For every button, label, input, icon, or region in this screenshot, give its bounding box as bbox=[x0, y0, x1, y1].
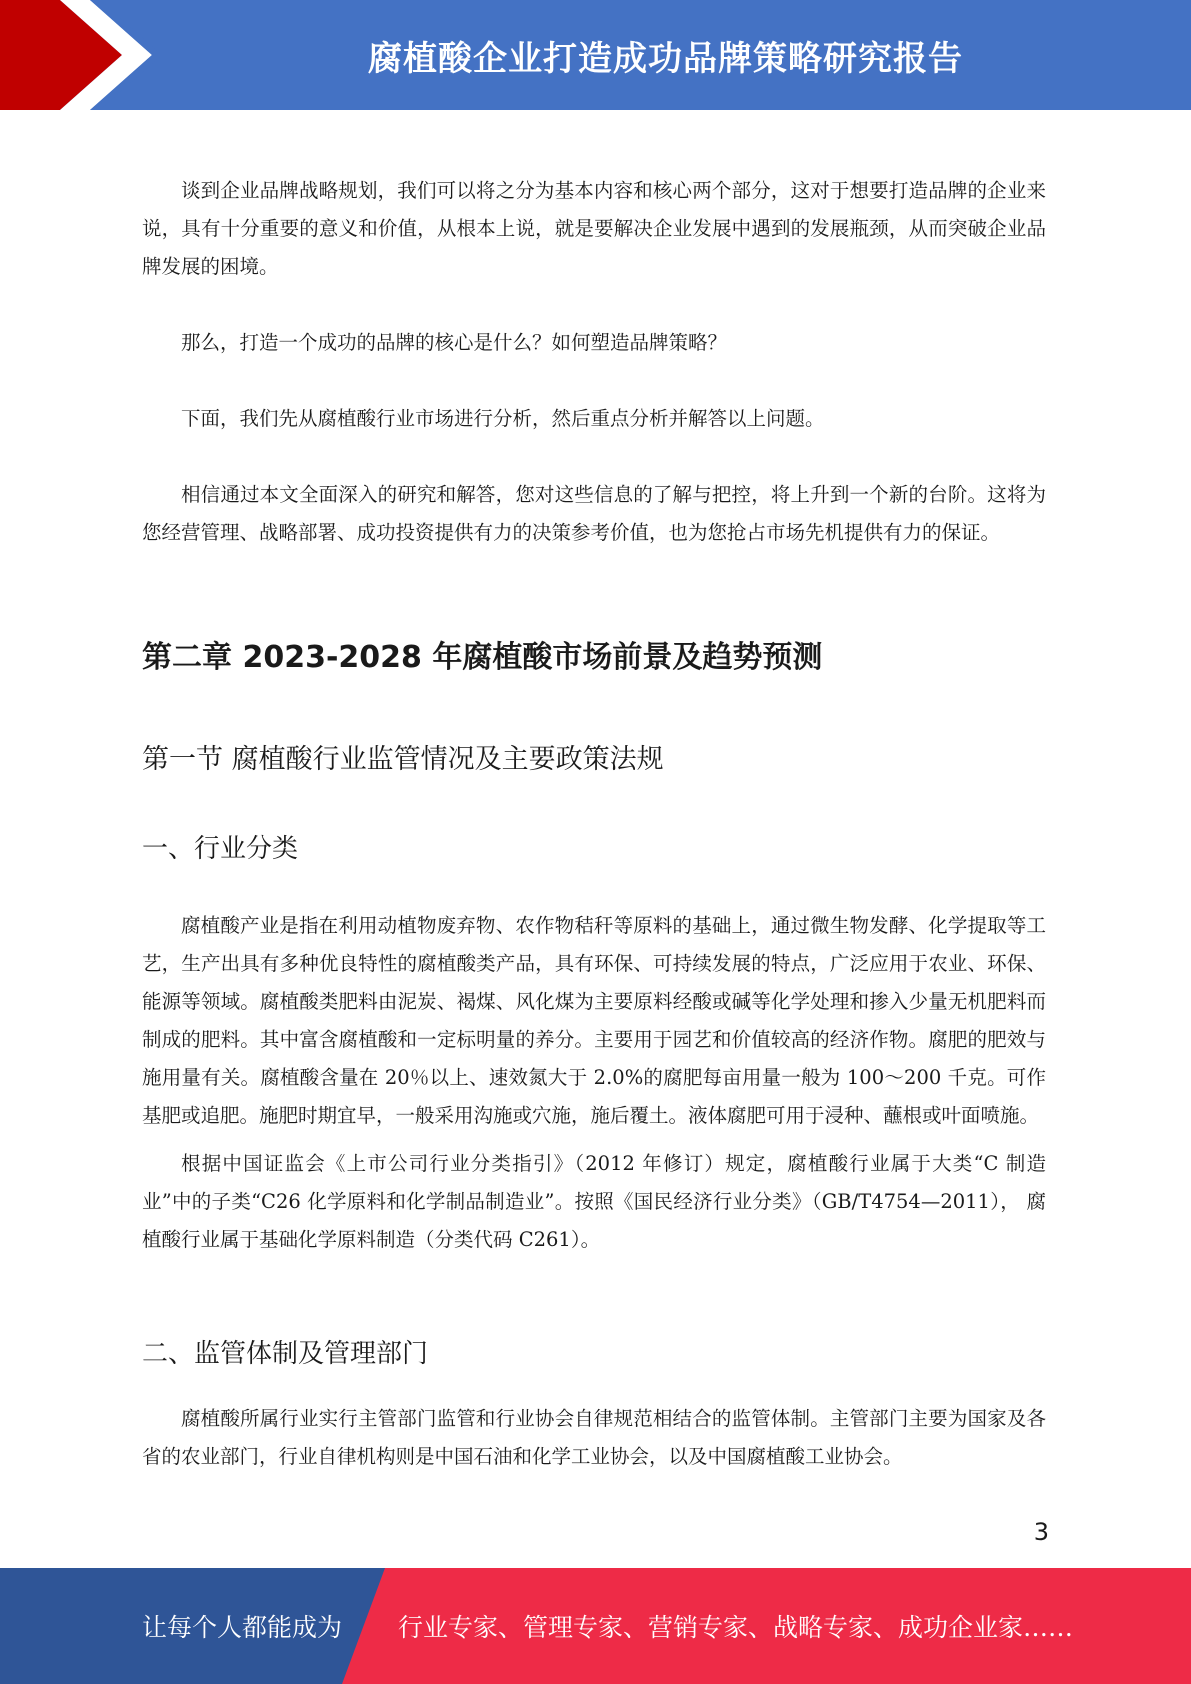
subsection-title-1: 一、行业分类 bbox=[142, 834, 299, 864]
regulation-block bbox=[142, 1400, 1046, 1476]
page-number: 3 bbox=[1033, 1518, 1049, 1546]
classification-paragraph-1: 腐植酸产业是指在利用动植物废弃物、农作物秸秆等原料的基础上，通过微生物发酵、化学提取等工艺，生产出具有多种优良特性的腐植酸类产品，具有环保、可持续发展的特点，广泛应用于农业、环保、能源等领域。腐植酸类肥料由泥炭、褐煤、风化煤为主要原料经酸或碱等化学处理和掺入少量无机肥料而制成的肥料。其中富含腐植酸和一定标明量的养分。主要用于园艺和价值较高的经济作物。腐肥的肥效与施用量有关。腐植酸含量在 20％以上、速效氮大于 2.0%的腐肥每亩用量一般为 100～200 千克。可作基肥或追肥。施肥时期宜早，一般采用沟施或穴施，施后覆土。液体腐肥可用于浸种、蘸根或叶面喷施。 bbox=[142, 914, 1046, 1127]
industry-classification-block bbox=[142, 907, 1046, 1259]
intro-paragraph-2: 那么，打造一个成功的品牌的核心是什么？如何塑造品牌策略？ bbox=[181, 331, 728, 354]
chapter-title: 第二章 2023-2028 年腐植酸市场前景及趋势预测 bbox=[142, 640, 823, 675]
intro-block bbox=[142, 172, 1046, 552]
intro-paragraph-4: 相信通过本文全面深入的研究和解答，您对这些信息的了解与把控，将上升到一个新的台阶。这将为您经营管理、战略部署、成功投资提供有力的决策参考价值，也为您抢占市场先机提供有力的保证。 bbox=[142, 483, 1046, 544]
intro-paragraph-1: 谈到企业品牌战略规划，我们可以将之分为基本内容和核心两个部分，这对于想要打造品牌的企业来说，具有十分重要的意义和价值，从根本上说，就是要解决企业发展中遇到的发展瓶颈，从而突破企业品牌发展的困境。 bbox=[142, 179, 1046, 278]
footer-slogan-left: 让每个人都能成为 bbox=[142, 1613, 343, 1642]
section-title: 第一节 腐植酸行业监管情况及主要政策法规 bbox=[142, 744, 664, 775]
page-footer bbox=[0, 1568, 1191, 1684]
classification-paragraph-2: 根据中国证监会《上市公司行业分类指引》（2012 年修订）规定，腐植酸行业属于大类“C 制造业”中的子类“C26 化学原料和化学制品制造业”。按照《国民经济行业分类》（GB/T4754—2011）， 腐植酸行业属于基础化学原料制造（分类代码 C261）。 bbox=[142, 1152, 1046, 1251]
subsection-title-2: 二、监管体制及管理部门 bbox=[142, 1339, 429, 1369]
intro-paragraph-3: 下面，我们先从腐植酸行业市场进行分析，然后重点分析并解答以上问题。 bbox=[181, 407, 825, 430]
header-title: 腐植酸企业打造成功品牌策略研究报告 bbox=[368, 38, 963, 79]
page-header bbox=[0, 0, 1191, 110]
regulation-paragraph-1: 腐植酸所属行业实行主管部门监管和行业协会自律规范相结合的监管体制。主管部门主要为国家及各省的农业部门，行业自律机构则是中国石油和化学工业协会，以及中国腐植酸工业协会。 bbox=[142, 1407, 1046, 1468]
footer-slogan-right: 行业专家、管理专家、营销专家、战略专家、成功企业家…… bbox=[398, 1613, 1074, 1642]
